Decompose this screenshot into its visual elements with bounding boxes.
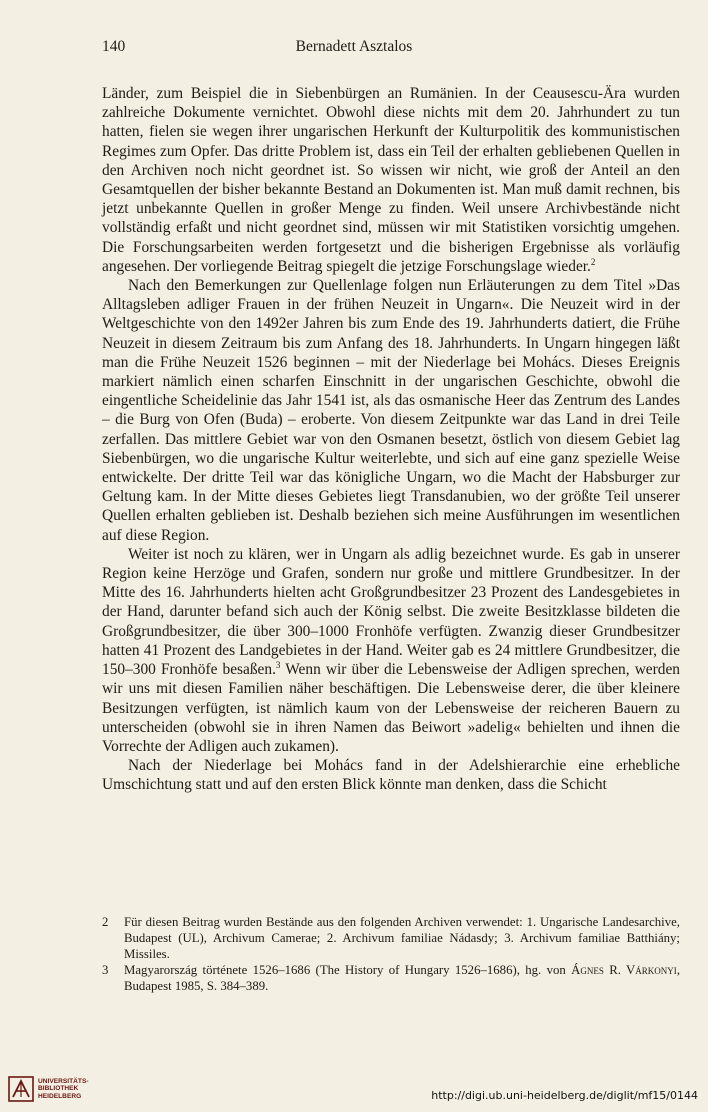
running-head: Bernadett Asztalos	[295, 38, 413, 55]
footnote-author: Ágnes R. Várkonyi	[571, 963, 677, 977]
footnote-text-before: Magyarország története 1526–1686 (The History of Hungary 1526–1686), hg. von	[124, 963, 572, 977]
logo-line-1: UNIVERSITÄTS-	[38, 1077, 89, 1085]
paragraph-4: Nach der Niederlage bei Mohács fand in der Adelshierarchie eine erhebliche Umschichtung statt und auf den ersten Blick könnte man denken, dass die Schicht	[102, 757, 680, 794]
footnote-number: 2	[102, 915, 109, 929]
paragraph-1-text: Länder, zum Beispiel die in Siebenbürgen an Rumänien. In der Ceausescu-Ära wurden zahlreiche Dokumente vernichtet. Obwohl diese nichts mit dem 20. Jahrhundert zu tun hatten, fielen sie wegen ihrer ungarischen Herkunft der Kulturpolitik des kommunistischen Regimes zum Opfer. Das dritte Problem ist, dass ein Teil der erhalten gebliebenen Quellen in den Archiven noch nicht geordnet ist. So wissen wir nicht, wie groß der Anteil an den Gesamtquellen der bisher bekannte Bestand an Dokumenten ist. Man muß damit rechnen, bis jetzt unbekannte Quellen in großer Menge zu finden. Weil unsere Archivbestände nicht vollständig erfaßt und nicht geordnet sind, müssen wir mit Statistiken vorsichtig umgehen. Die Forschungsarbeiten werden fortgesetzt und die bisherigen Ergebnisse als vorläufig angesehen. Der vorliegende Beitrag spiegelt die jetzige Forschungslage wieder.	[102, 85, 680, 275]
footnote-text-after: , Budapest 1985, S. 384–389.	[124, 963, 681, 993]
logo-text	[38, 1078, 89, 1100]
page-number: 140	[102, 38, 126, 55]
footnote-text	[124, 962, 680, 994]
footnote-number: 3	[102, 963, 109, 977]
footnotes	[102, 914, 680, 994]
footnote-ref-3[interactable]: 3	[275, 659, 281, 670]
source-url-link[interactable]: http://digi.ub.uni-heidelberg.de/diglit/mf15/0144	[431, 1089, 698, 1102]
footnote-3	[102, 962, 680, 994]
logo-line-3: HEIDELBERG	[38, 1092, 82, 1100]
body-text	[102, 84, 680, 795]
paragraph-3-text: Weiter ist noch zu klären, wer in Ungarn als adlig bezeichnet wurde. Es gab in unserer Region keine Herzöge und Grafen, sondern nur große und mittlere Grundbesitzer. In der Mitte des 16. Jahrhunderts hielten acht Großgrundbesitzer 23 Prozent des Landesgebietes in der Hand, darunter befand sich auch der König selbst. Die zweite Besitzklasse bildeten die Großgrundbesitzer, die über 300–1000 Fronhöfe verfügten. Zwanzig dieser Grundbesitzer hatten 41 Prozent des Landgebietes in der Hand. Weiter gab es 24 mittlere Grundbesitzer, die 150–300 Fronhöfe besaßen.	[102, 545, 680, 679]
footnote-2	[102, 914, 680, 962]
library-logo[interactable]	[8, 1072, 96, 1106]
logo-line-2: BIBLIOTHEK	[38, 1085, 79, 1093]
heidelberg-library-logo-icon	[8, 1076, 34, 1102]
footnote-ref-2[interactable]: 2	[590, 256, 596, 267]
paragraph-1	[102, 84, 680, 276]
paragraph-3	[102, 545, 680, 756]
footnote-text: Für diesen Beitrag wurden Bestände aus den folgenden Archiven verwendet: 1. Ungarische Landesarchive, Budapest (UL), Archivum Camerae; 2. Archivum familiae Nádasdy; 3. Archivum familiae Batthiány; Missiles.	[124, 915, 680, 961]
paragraph-3-rest: Wenn wir über die Lebensweise der Adligen sprechen, werden wir uns mit diesen Familien näher beschäftigen. Die Lebensweise derer, die über kleinere Besitzungen verfügten, ist nämlich kaum von der Lebensweise der reicheren Bauern zu unterscheiden (obwohl sie in ihren Namen das Beiwort »adelig« behielten und ihnen die Vorrechte der Adligen auch zukamen).	[102, 661, 680, 755]
paragraph-2: Nach den Bemerkungen zur Quellenlage folgen nun Erläuterungen zu dem Titel »Das Alltagsleben adliger Frauen in der frühen Neuzeit in Ungarn«. Die Neuzeit wird in der Weltgeschichte von den 1492er Jahren bis zum Ende des 19. Jahrhunderts datiert, die Frühe Neuzeit in diesem Zeitraum bis zum Anfang des 18. Jahrhunderts. In Ungarn hingegen läßt man die Frühe Neuzeit 1526 beginnen – mit der Niederlage bei Mohács. Dieses Ereignis markiert nämlich einen scharfen Einschnitt in der ungarischen Geschichte, obwohl die eingentliche Scheidelinie das Jahr 1541 ist, als das osmanische Heer das Zentrum des Landes – die Burg von Ofen (Buda) – eroberte. Von diesem Zeitpunkte war das Land in drei Teile zerfallen. Das mittlere Gebiet war von den Osmanen besetzt, östlich von diesem Gebiet lag Siebenbürgen, wo die ungarische Kultur weiterlebte, und sich auf eine ganz spezielle Weise entwickelte. Der dritte Teil war das königliche Ungarn, wo die Macht der Habsburger zur Geltung kam. In der Mitte dieses Gebietes liegt Transdanubien, wo der größte Teil unserer Quellen erhalten geblieben ist. Deshalb beziehen sich meine Ausführungen im wesentlichen auf diese Region.	[102, 277, 680, 544]
